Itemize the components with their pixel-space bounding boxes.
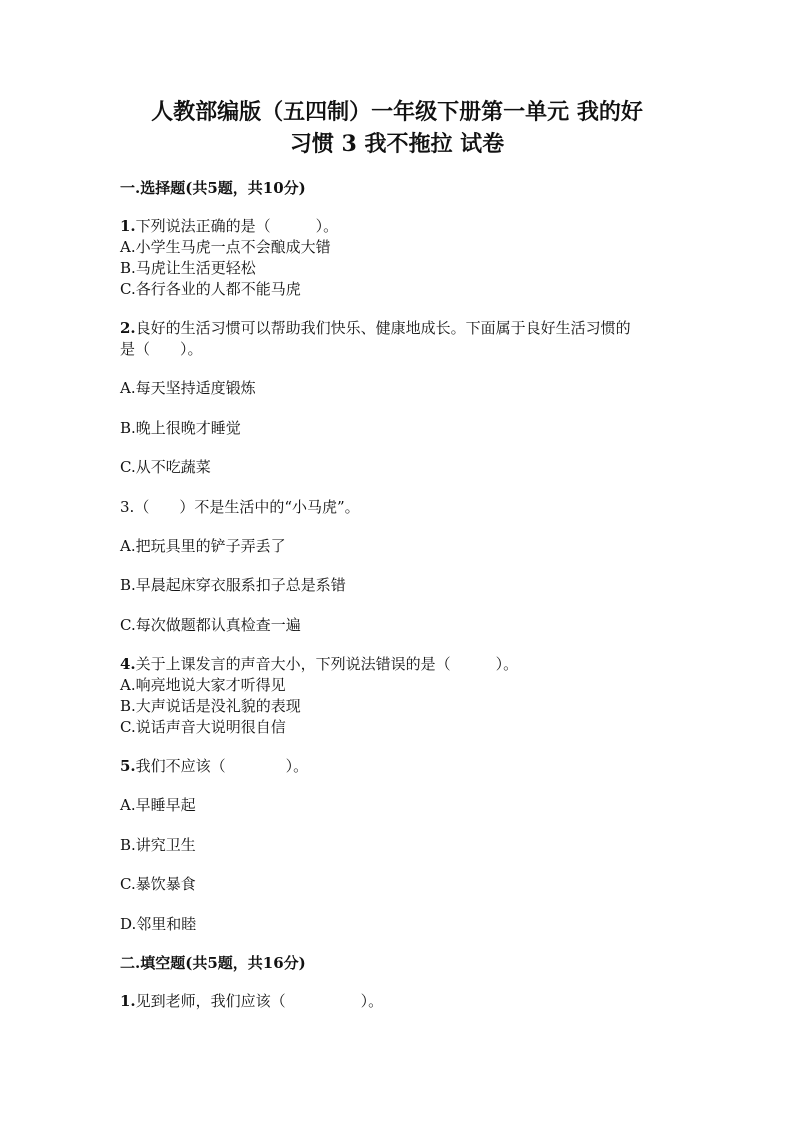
question-text: 下列说法正确的是（ ）。 [135, 217, 339, 235]
question-5-stem [120, 756, 680, 777]
question-2-option-b: B.晚上很晚才睡觉 [120, 419, 241, 437]
question-text: 良好的生活习惯可以帮助我们快乐、健康地成长。下面属于良好生活习惯的 [135, 319, 631, 337]
question-1-option-b: B.马虎让生活更轻松 [120, 259, 256, 277]
question-3-option-c: C.每次做题都认真检查一遍 [120, 616, 301, 634]
question-5-option-a: A.早睡早起 [120, 796, 196, 814]
question-number: 1. [120, 217, 136, 235]
question-text: 见到老师，我们应该（ ）。 [135, 992, 384, 1010]
question-5-option-d: D.邻里和睦 [120, 915, 197, 933]
question-text: （ ）不是生活中的“小马虎”。 [134, 498, 360, 516]
fill-blank-question-1 [120, 991, 680, 1012]
question-3-stem [120, 497, 680, 518]
question-3-option-b: B.早晨起床穿衣服系扣子总是系错 [120, 576, 346, 594]
question-number: 4. [120, 655, 136, 673]
question-1-option-c: C.各行各业的人都不能马虎 [120, 280, 301, 298]
section-heading-fill-blank: 二.填空题(共5题，共16分) [120, 954, 306, 972]
question-4-option-c: C.说话声音大说明很自信 [120, 718, 286, 736]
question-2-stem-line-2: 是（ ）。 [120, 340, 203, 358]
question-text: 关于上课发言的声音大小，下列说法错误的是（ ）。 [135, 655, 519, 673]
question-2-stem-line-1 [120, 318, 680, 339]
question-5-option-b: B.讲究卫生 [120, 836, 196, 854]
exam-title-line-2: 习惯 3 我不拖拉 试卷 [289, 131, 505, 157]
question-number: 5. [120, 757, 136, 775]
question-4-option-a: A.响亮地说大家才听得见 [120, 676, 286, 694]
question-2-option-a: A.每天坚持适度锻炼 [120, 379, 256, 397]
exam-title-line-1: 人教部编版（五四制）一年级下册第一单元 我的好 [151, 99, 643, 125]
question-number: 2. [120, 319, 136, 337]
question-4-option-b: B.大声说话是没礼貌的表现 [120, 697, 301, 715]
question-4-stem [120, 654, 680, 675]
question-5-option-c: C.暴饮暴食 [120, 875, 196, 893]
question-2-option-c: C.从不吃蔬菜 [120, 458, 211, 476]
question-number: 1. [120, 992, 136, 1010]
question-3-option-a: A.把玩具里的铲子弄丢了 [120, 537, 286, 555]
section-heading-choice: 一.选择题(共5题，共10分) [120, 179, 306, 197]
question-1-option-a: A.小学生马虎一点不会酿成大错 [120, 238, 331, 256]
question-1-stem [120, 216, 680, 237]
question-number: 3. [120, 498, 135, 516]
question-text: 我们不应该（ ）。 [135, 757, 309, 775]
